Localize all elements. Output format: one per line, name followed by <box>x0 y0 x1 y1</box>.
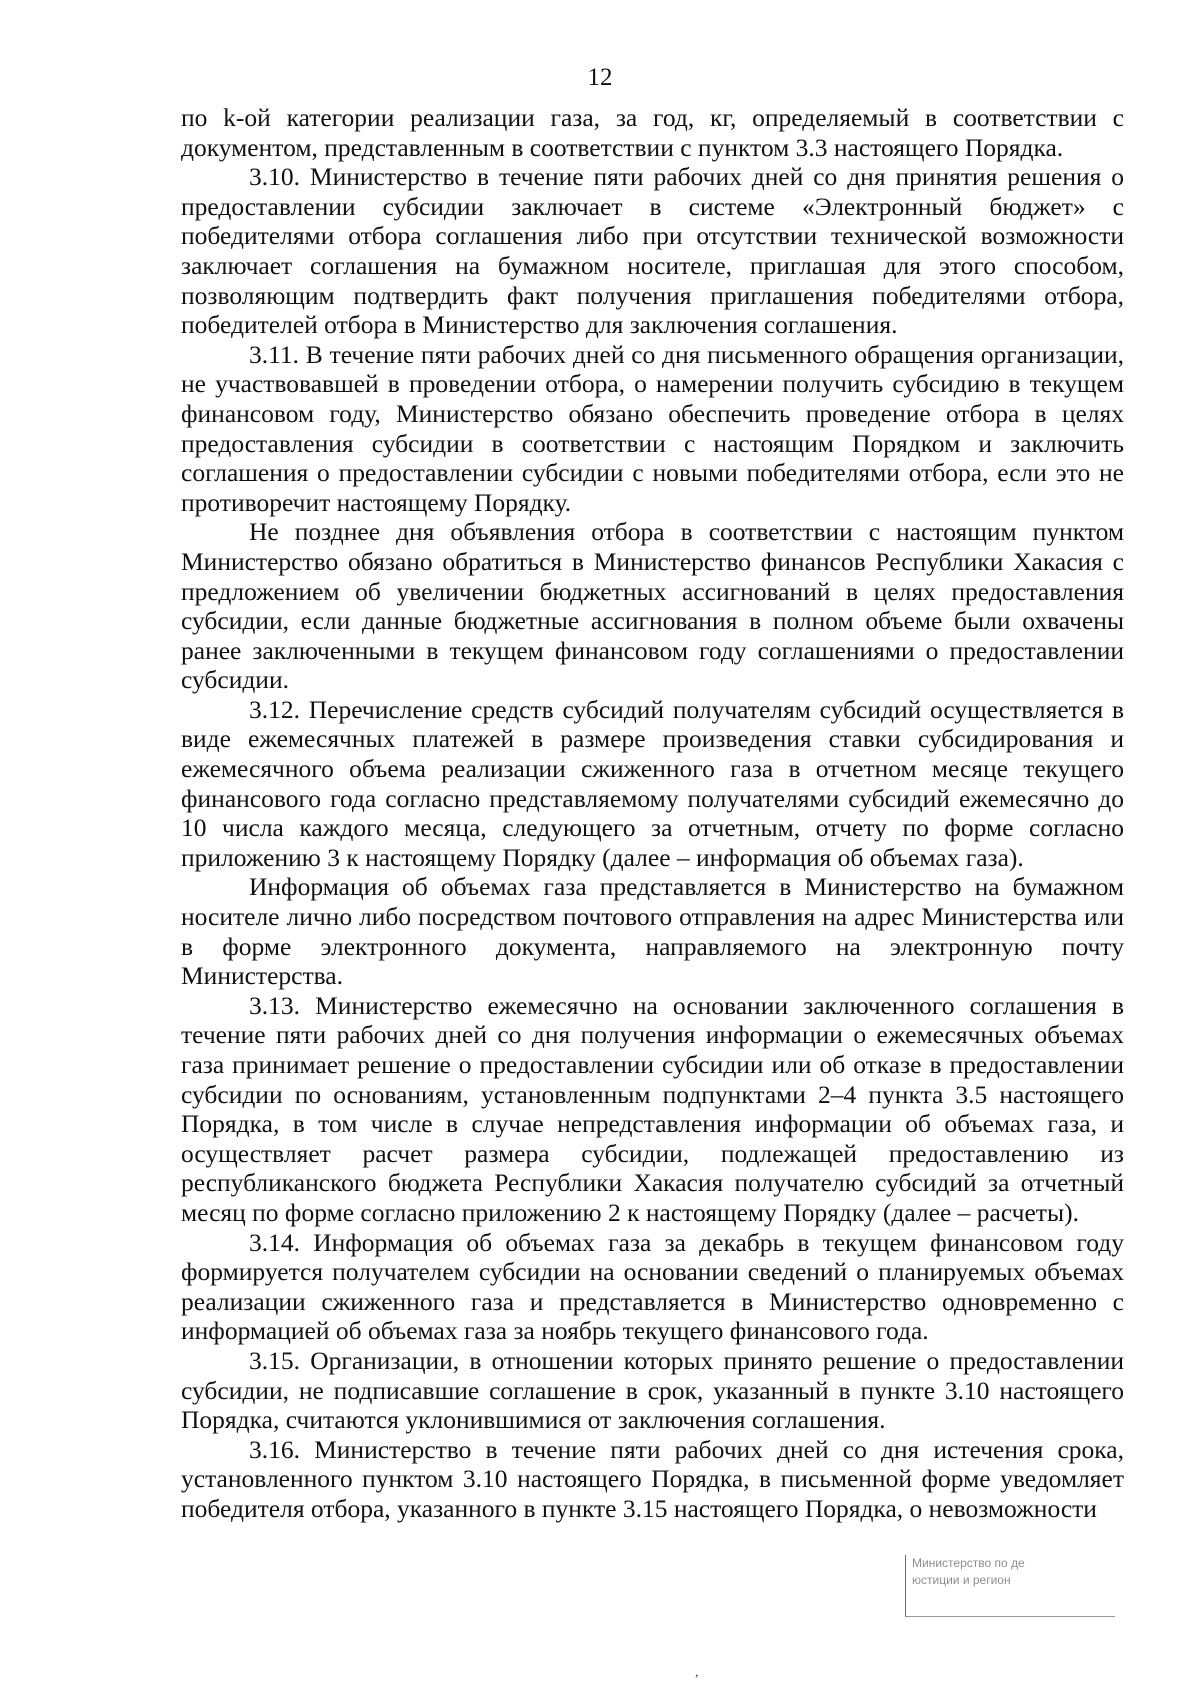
paragraph-continuation: по k-ой категории реализации газа, за год, кг, определяемый в соответствии с документом, представленным в соответствии с пунктом 3.3 настоящего Порядка. <box>181 103 1124 162</box>
paragraph-3-16: 3.16. Министерство в течение пяти рабочих дней со дня истечения срока, установленного пунктом 3.10 настоящего Порядка, в письменной форме уведомляет победителя отбора, указанного в пункте 3.15 настоящего Порядка, о невозможности <box>181 1434 1124 1523</box>
paragraph-3-14: 3.14. Информация об объемах газа за декабрь в текущем финансовом году формируется получателем субсидии на основании сведений о планируемых объемах реализации сжиженного газа и представляется в Министерство одновременно с информацией об объемах газа за ноябрь текущего финансового года. <box>181 1227 1124 1346</box>
registration-stamp <box>905 1555 1115 1617</box>
document-body <box>181 103 1124 1524</box>
paragraph-3-10: 3.10. Министерство в течение пяти рабочих дней со дня принятия решения о предоставлении субсидии заключает в системе «Электронный бюджет» с победителями отбора соглашения либо при отсутствии технической возможности заключает соглашения на бумажном носителе, приглашая для этого способом, позволяющим подтвердить факт получения приглашения победителями отбора, победителей отбора в Министерство для заключения соглашения. <box>181 162 1124 340</box>
paragraph-3-12-second: Информация об объемах газа представляется в Министерство на бумажном носителе лично либо посредством почтового отправления на адрес Министерства или в форме электронного документа, направляемого на электронную почту Министерства. <box>181 872 1124 991</box>
paragraph-3-13: 3.13. Министерство ежемесячно на основании заключенного соглашения в течение пяти рабочих дней со дня получения информации о ежемесячных объемах газа принимает решение о предоставлении субсидии или об отказе в предоставлении субсидии по основаниям, установленным подпунктами 2–4 пункта 3.5 настоящего Порядка, в том числе в случае непредставления информации об объемах газа, и осуществляет расчет размера субсидии, подлежащей предоставлению из республиканского бюджета Республики Хакасия получателю субсидий за отчетный месяц по форме согласно приложению 2 к настоящему Порядку (далее – расчеты). <box>181 990 1124 1227</box>
paragraph-3-15: 3.15. Организации, в отношении которых принято решение о предоставлении субсидии, не подписавшие соглашение в срок, указанный в пункте 3.10 настоящего Порядка, считаются уклонившимися от заключения соглашения. <box>181 1345 1124 1435</box>
stamp-line-2: юстиции и регион <box>912 1573 1011 1587</box>
paragraph-3-12: 3.12. Перечисление средств субсидий получателям субсидий осуществляется в виде ежемесячных платежей в размере произведения ставки субсидирования и ежемесячного объема реализации сжиженного газа в отчетном месяце текущего финансового года согласно представляемому получателями субсидий ежемесячно до 10 числа каждого месяца, следующего за отчетным, отчету по форме согласно приложению 3 к настоящему Порядку (далее – информация об объемах газа). <box>181 694 1124 872</box>
paragraph-3-11-second: Не позднее дня объявления отбора в соответствии с настоящим пунктом Министерство обязано обратиться в Министерство финансов Республики Хакасия с предложением об увеличении бюджетных ассигнований в целях предоставления субсидии, если данные бюджетные ассигнования в полном объеме были охвачены ранее заключенными в текущем финансовом году соглашениями о предоставлении субсидии. <box>181 517 1124 695</box>
page-number: 12 <box>587 64 613 91</box>
paragraph-3-11: 3.11. В течение пяти рабочих дней со дня письменного обращения организации, не участвовавшей в проведении отбора, о намерении получить субсидию в текущем финансовом году, Министерство обязано обеспечить проведение отбора в целях предоставления субсидии в соответствии с настоящим Порядком и заключить соглашения о предоставлении субсидии с новыми победителями отбора, если это не противоречит настоящему Порядку. <box>181 339 1124 517</box>
stray-mark: , <box>695 1665 699 1680</box>
stamp-line-1: Министерство по де <box>912 1556 1025 1570</box>
